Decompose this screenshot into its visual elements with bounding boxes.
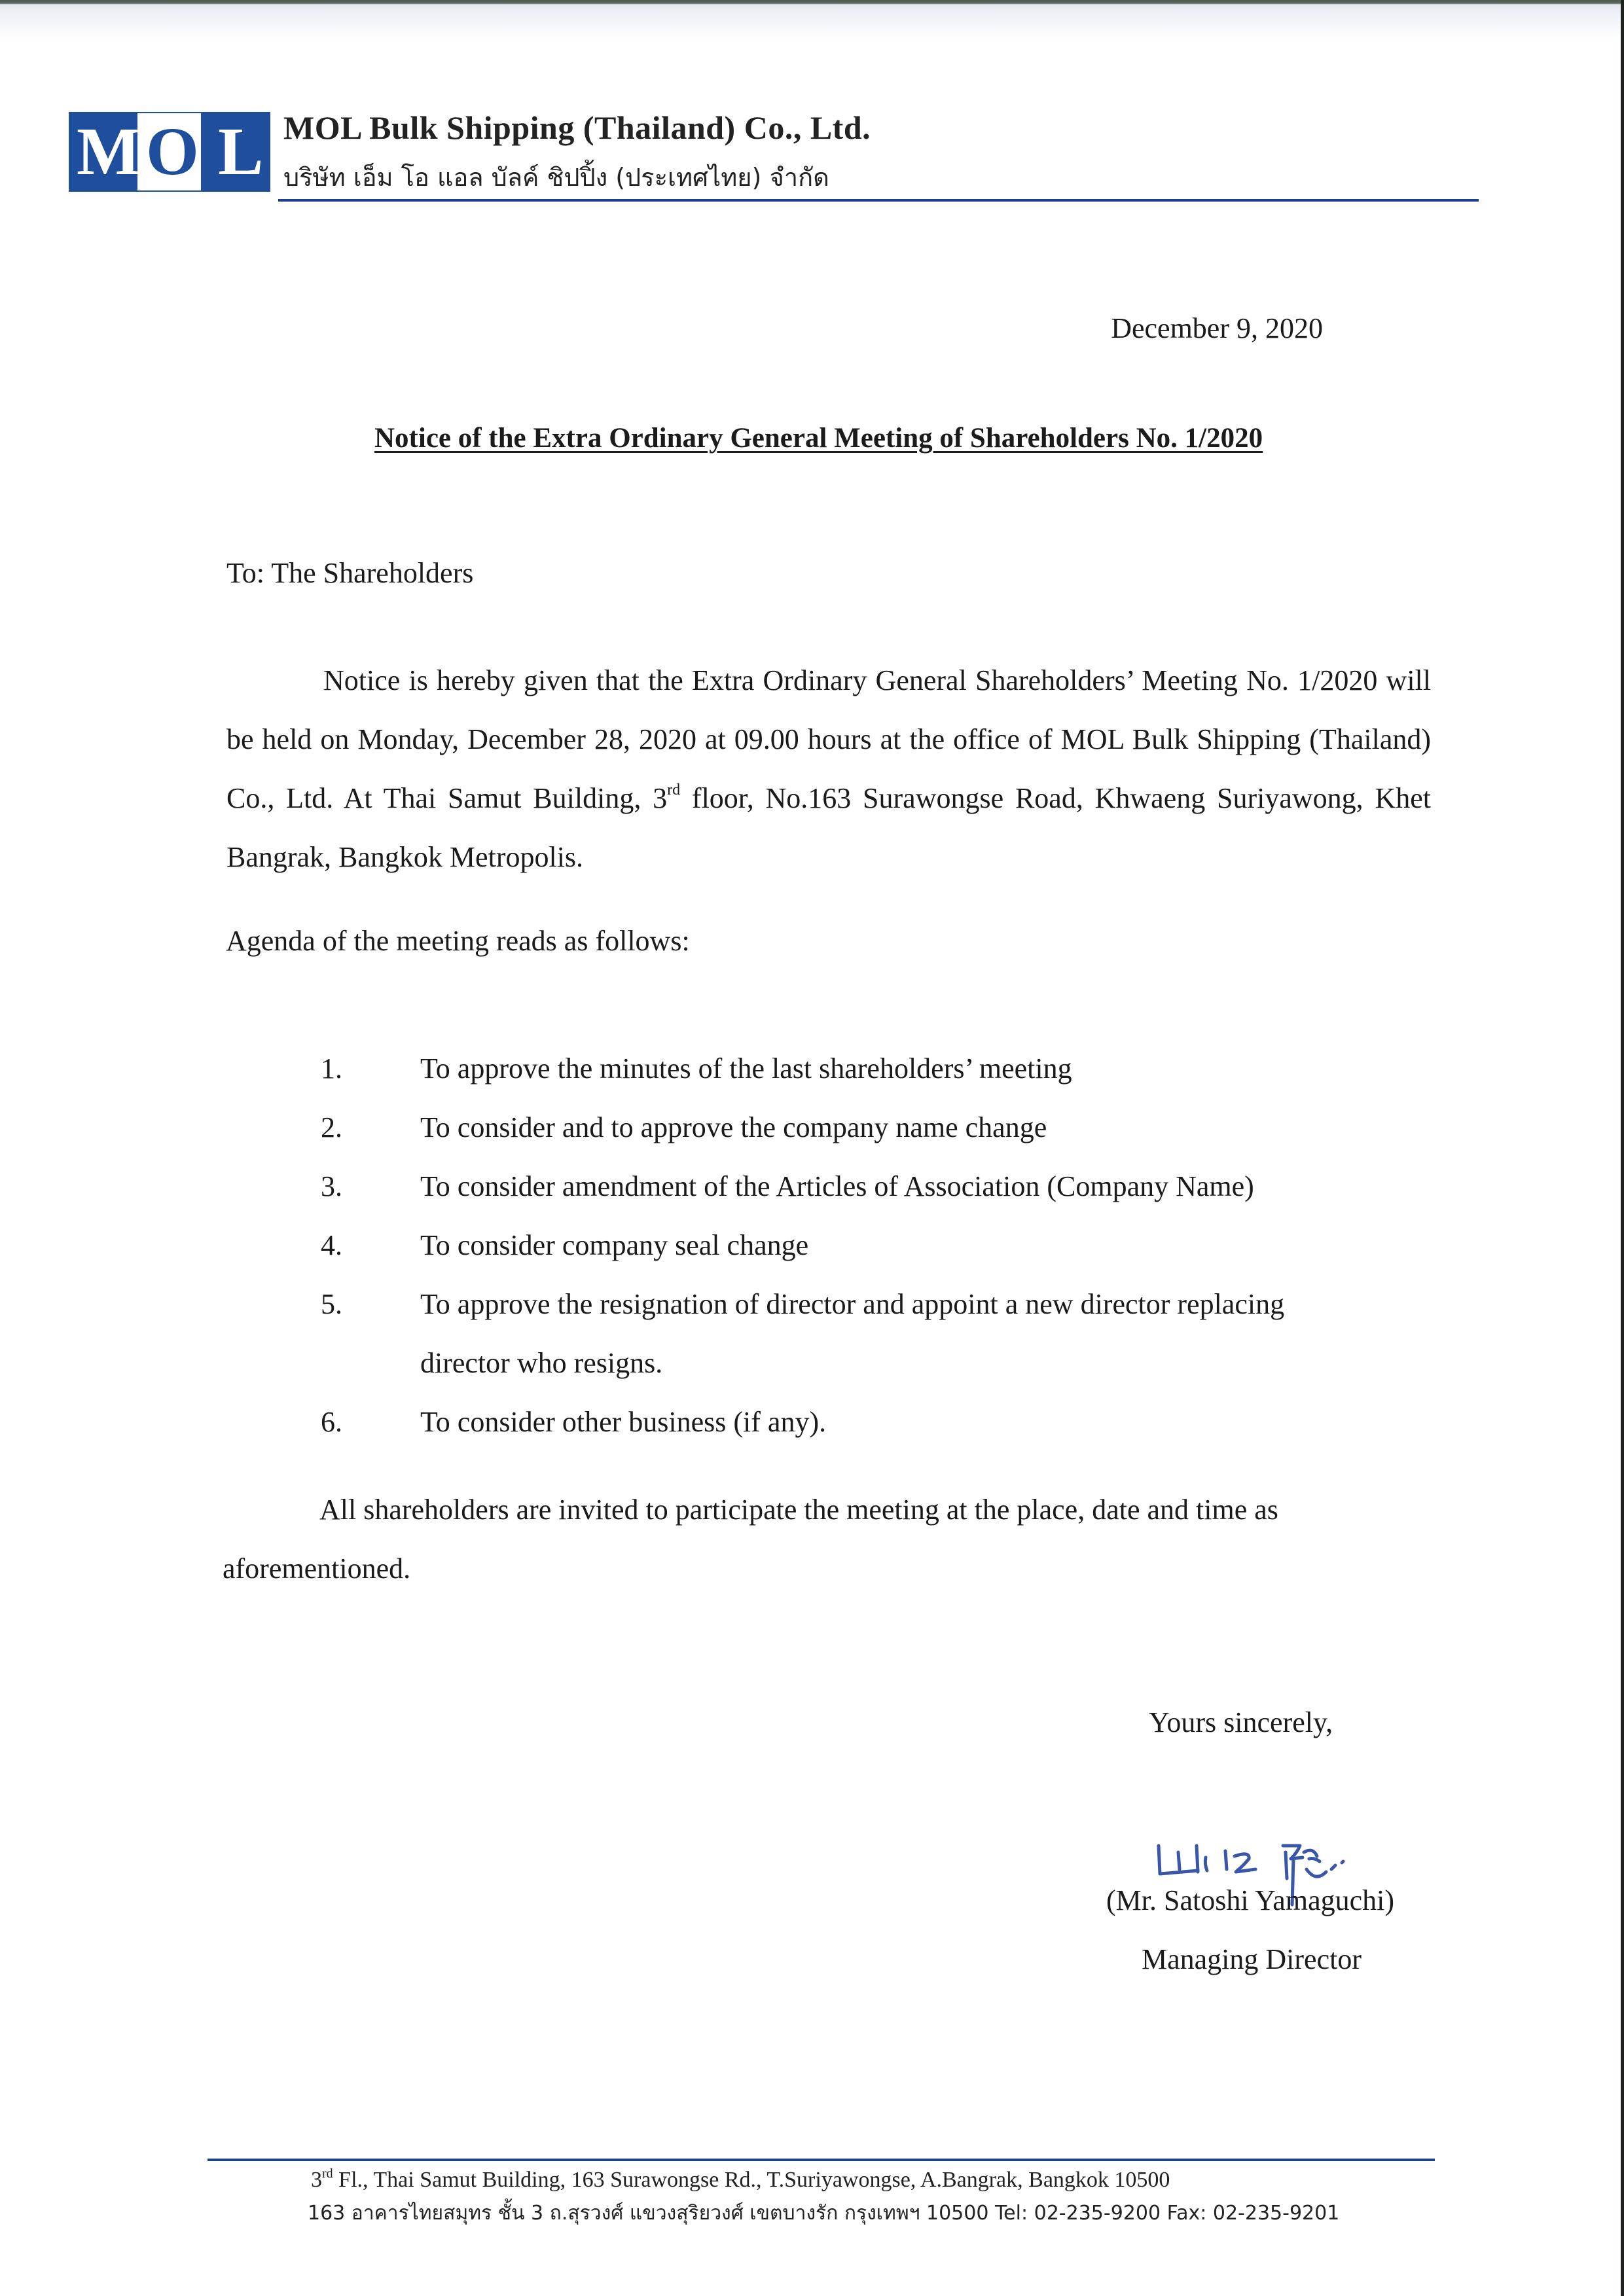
- valediction: Yours sincerely,: [1149, 1706, 1333, 1738]
- ordinal-suffix: rd: [667, 781, 681, 798]
- agenda-item: [321, 1393, 1434, 1452]
- agenda-item: [321, 1039, 1434, 1098]
- agenda-number: 6.: [321, 1406, 342, 1438]
- company-name-thai: บริษัท เอ็ม โอ แอล บัลค์ ชิปปิ้ง (ประเทศไทย) จำกัด: [283, 163, 829, 192]
- scan-shadow-top: [0, 0, 1624, 39]
- company-name-english: MOL Bulk Shipping (Thailand) Co., Ltd.: [283, 109, 871, 146]
- header-divider: [278, 199, 1479, 202]
- agenda-text: To consider other business (if any).: [420, 1406, 827, 1438]
- agenda-text: To consider amendment of the Articles of Association (Company Name): [420, 1170, 1254, 1202]
- agenda-number: 1.: [321, 1052, 342, 1085]
- agenda-item: [321, 1216, 1434, 1275]
- footer-address-english: [311, 2168, 1170, 2193]
- footer-divider: [208, 2159, 1435, 2161]
- notice-title: Notice of the Extra Ordinary General Meeting of Shareholders No. 1/2020: [374, 423, 1263, 454]
- agenda-text: To approve the minutes of the last shareholders’ meeting: [420, 1052, 1072, 1085]
- logo-letter-m: M: [77, 114, 141, 189]
- signer-name: (Mr. Satoshi Yamaguchi): [1106, 1884, 1394, 1916]
- agenda-list: [321, 1039, 1434, 1452]
- scan-shadow-right: [1621, 0, 1624, 2296]
- footer-address-thai: 163 อาคารไทยสมุทร ชั้น 3 ถ.สุรวงศ์ แขวงสุริยวงศ์ เขตบางรัก กรุงเทพฯ 10500 Tel: 02-235-9200 Fax: 02-235-9201: [308, 2202, 1340, 2225]
- signer-title: Managing Director: [1142, 1943, 1362, 1975]
- agenda-number: 5.: [321, 1288, 342, 1320]
- addressee: To: The Shareholders: [226, 557, 474, 589]
- logo-letter-o: O: [146, 114, 199, 189]
- footer-ordinal-suffix: rd: [322, 2166, 333, 2181]
- agenda-number: 4.: [321, 1229, 342, 1261]
- agenda-text: To consider and to approve the company name change: [420, 1111, 1047, 1143]
- agenda-item: [321, 1098, 1434, 1157]
- agenda-item: [321, 1275, 1434, 1393]
- notice-text-part2: floor, No.163 Surawongse Road, Khwaeng Suriyawong, Khet Bangrak, Bangkok Metropolis.: [226, 782, 1432, 873]
- agenda-text: To consider company seal change: [420, 1229, 809, 1261]
- agenda-number: 3.: [321, 1170, 342, 1202]
- agenda-number: 2.: [321, 1111, 342, 1143]
- footer-address-rest: Fl., Thai Samut Building, 163 Surawongse Rd., T.Suriyawongse, A.Bangrak, Bangkok 10500: [333, 2168, 1170, 2192]
- notice-paragraph: [226, 651, 1431, 887]
- agenda-intro: Agenda of the meeting reads as follows:: [226, 925, 690, 957]
- letter-date: December 9, 2020: [1111, 312, 1323, 344]
- notice-text-part1: Notice is hereby given that the Extra Ordinary General Shareholders’ Meeting No. 1/2020 will be held on Monday, December 28, 2020 at 09.00 hours at the office of MOL Bulk Shipping (Thailand) Co., Ltd. At Thai Samut Building, 3: [226, 664, 1431, 814]
- agenda-item: [321, 1157, 1434, 1216]
- closing-paragraph: All shareholders are invited to participate the meeting at the place, date and time as aforementioned.: [223, 1494, 1278, 1585]
- mol-logo: [69, 112, 270, 192]
- footer-floor-number: 3: [311, 2168, 322, 2192]
- agenda-text: To approve the resignation of director and appoint a new director replacing director who resigns.: [420, 1288, 1285, 1379]
- logo-letter-l: L: [218, 114, 264, 189]
